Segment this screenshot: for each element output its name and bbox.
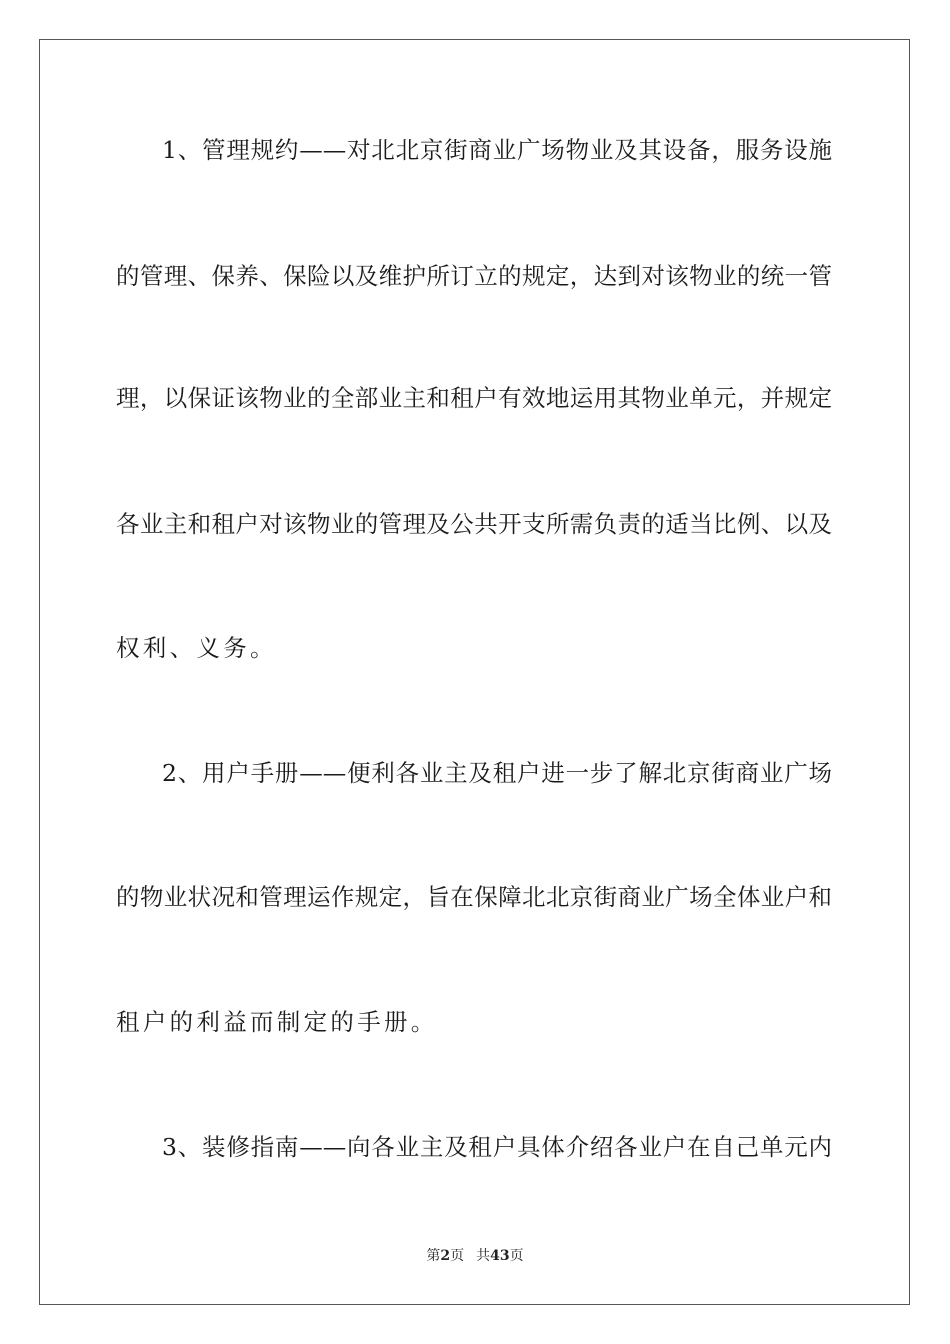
paragraph-2-line-2: 的物业状况和管理运作规定，旨在保障北北京街商业广场全体业户和 (116, 883, 832, 911)
footer-page-unit: 页 (450, 1248, 465, 1264)
paragraph-2-line-3: 租户的利益而制定的手册。 (116, 1008, 438, 1036)
paragraph-1-line-3: 理，以保证该物业的全部业主和租户有效地运用其物业单元，并规定 (116, 384, 832, 412)
footer-page-prefix: 第 (426, 1248, 441, 1264)
page-border (39, 39, 910, 1305)
paragraph-3-line-1: 3、装修指南——向各业主及租户具体介绍各业户在自己单元内 (162, 1133, 832, 1161)
page-footer (0, 1247, 950, 1265)
footer-total-prefix: 共 (476, 1248, 491, 1264)
footer-page-current: 2 (440, 1248, 451, 1264)
paragraph-1-line-2: 的管理、保养、保险以及维护所订立的规定，达到对该物业的统一管 (116, 262, 832, 290)
paragraph-2-line-1: 2、用户手册——便利各业主及租户进一步了解北京街商业广场 (162, 759, 832, 787)
paragraph-1-line-4: 各业主和租户对该物业的管理及公共开支所需负责的适当比例、以及 (116, 510, 832, 538)
footer-page-total: 43 (490, 1248, 510, 1264)
paragraph-1-line-1: 1、管理规约——对北北京街商业广场物业及其设备，服务设施 (162, 136, 832, 164)
footer-total-unit: 页 (509, 1248, 524, 1264)
paragraph-1-line-5: 权利、义务。 (116, 634, 277, 662)
